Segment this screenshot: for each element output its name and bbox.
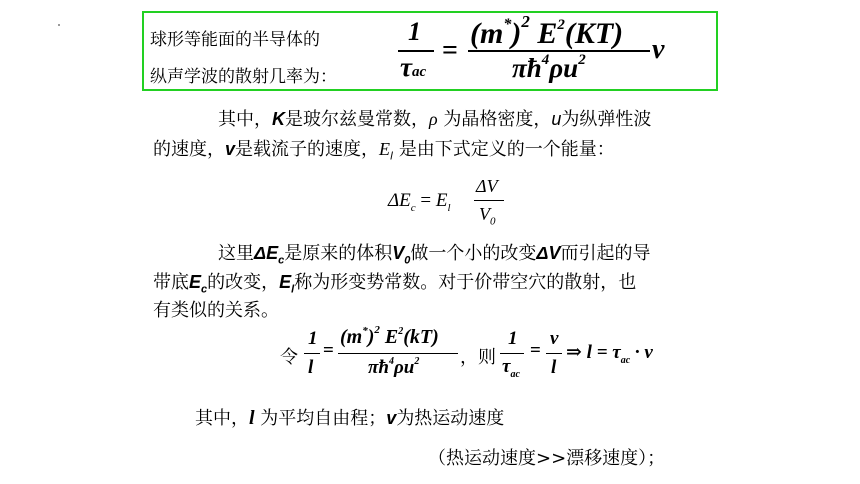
para2-line1: 这里$\Delta E_c$是原来的体积$V_0$做一个小的改变ΔV而引起的导 [218,243,651,267]
para1-line1: 其中，K是玻尔兹曼常数，ρ 为晶格密度，u为纵弹性波 [218,109,652,130]
box-line-2: 纵声学波的散射几率为： [150,67,337,87]
eq3-equals-2: = [530,340,541,361]
eq3-g-bar [500,353,524,354]
box-frac2-num: $(m^*)^2$ $E^2(KT)$ [470,12,624,50]
eq3-equals: = [323,340,334,361]
box-equals: = [442,35,458,66]
eq3-tail: ⇒ $l = \tau_{ac} \cdot v$ [566,342,653,366]
para2-line3: 有类似的关系。 [153,300,279,321]
box-frac1-num: 1 [408,17,421,46]
eq3-num: $(m^*)^2$ $E^2(kT)$ [340,324,439,348]
eq3-h-num: v [550,328,559,349]
decorative-dot [58,24,60,26]
eq3-f1-bar [304,353,320,354]
box-frac1-den: τac [400,52,427,82]
box-v: v [652,34,665,65]
eq3-zeze: ，则 [460,347,496,368]
eq3-g-den: $\tau_{ac}$ [502,356,520,380]
eq2-num: ΔV [476,176,498,196]
eq3-h-bar [546,353,562,354]
para1-line2: 的速度，v是载流子的速度，$E_l$ 是由下式定义的一个能量： [153,139,615,163]
para4: （热运动速度>>漂移速度）； [428,448,666,469]
box-frac2-den: $\pi ħ^4\rho u^2$ [512,52,586,83]
eq3-ling: 令 [280,347,298,368]
eq3-big-bar [338,353,458,354]
eq3-den: $\pi ħ^4\rho u^2$ [368,356,420,378]
eq2-bar [474,200,504,201]
eq3-h-den: l [551,357,557,378]
eq3-g-num: 1 [508,328,518,349]
para3: 其中，l 为平均自由程；v为热运动速度 [195,407,505,429]
eq3-f1-den: l [308,357,314,378]
eq2-lhs: $\Delta E_c = E_l$ [388,190,451,214]
eq3-f1-num: 1 [308,328,318,349]
para2-line2: 带底$E_c$的改变，$E_l$称为形变势常数。对于价带空穴的散射，也 [153,272,637,296]
box-line-1: 球形等能面的半导体的 [150,30,320,50]
eq2-den: $V_0$ [479,204,496,228]
